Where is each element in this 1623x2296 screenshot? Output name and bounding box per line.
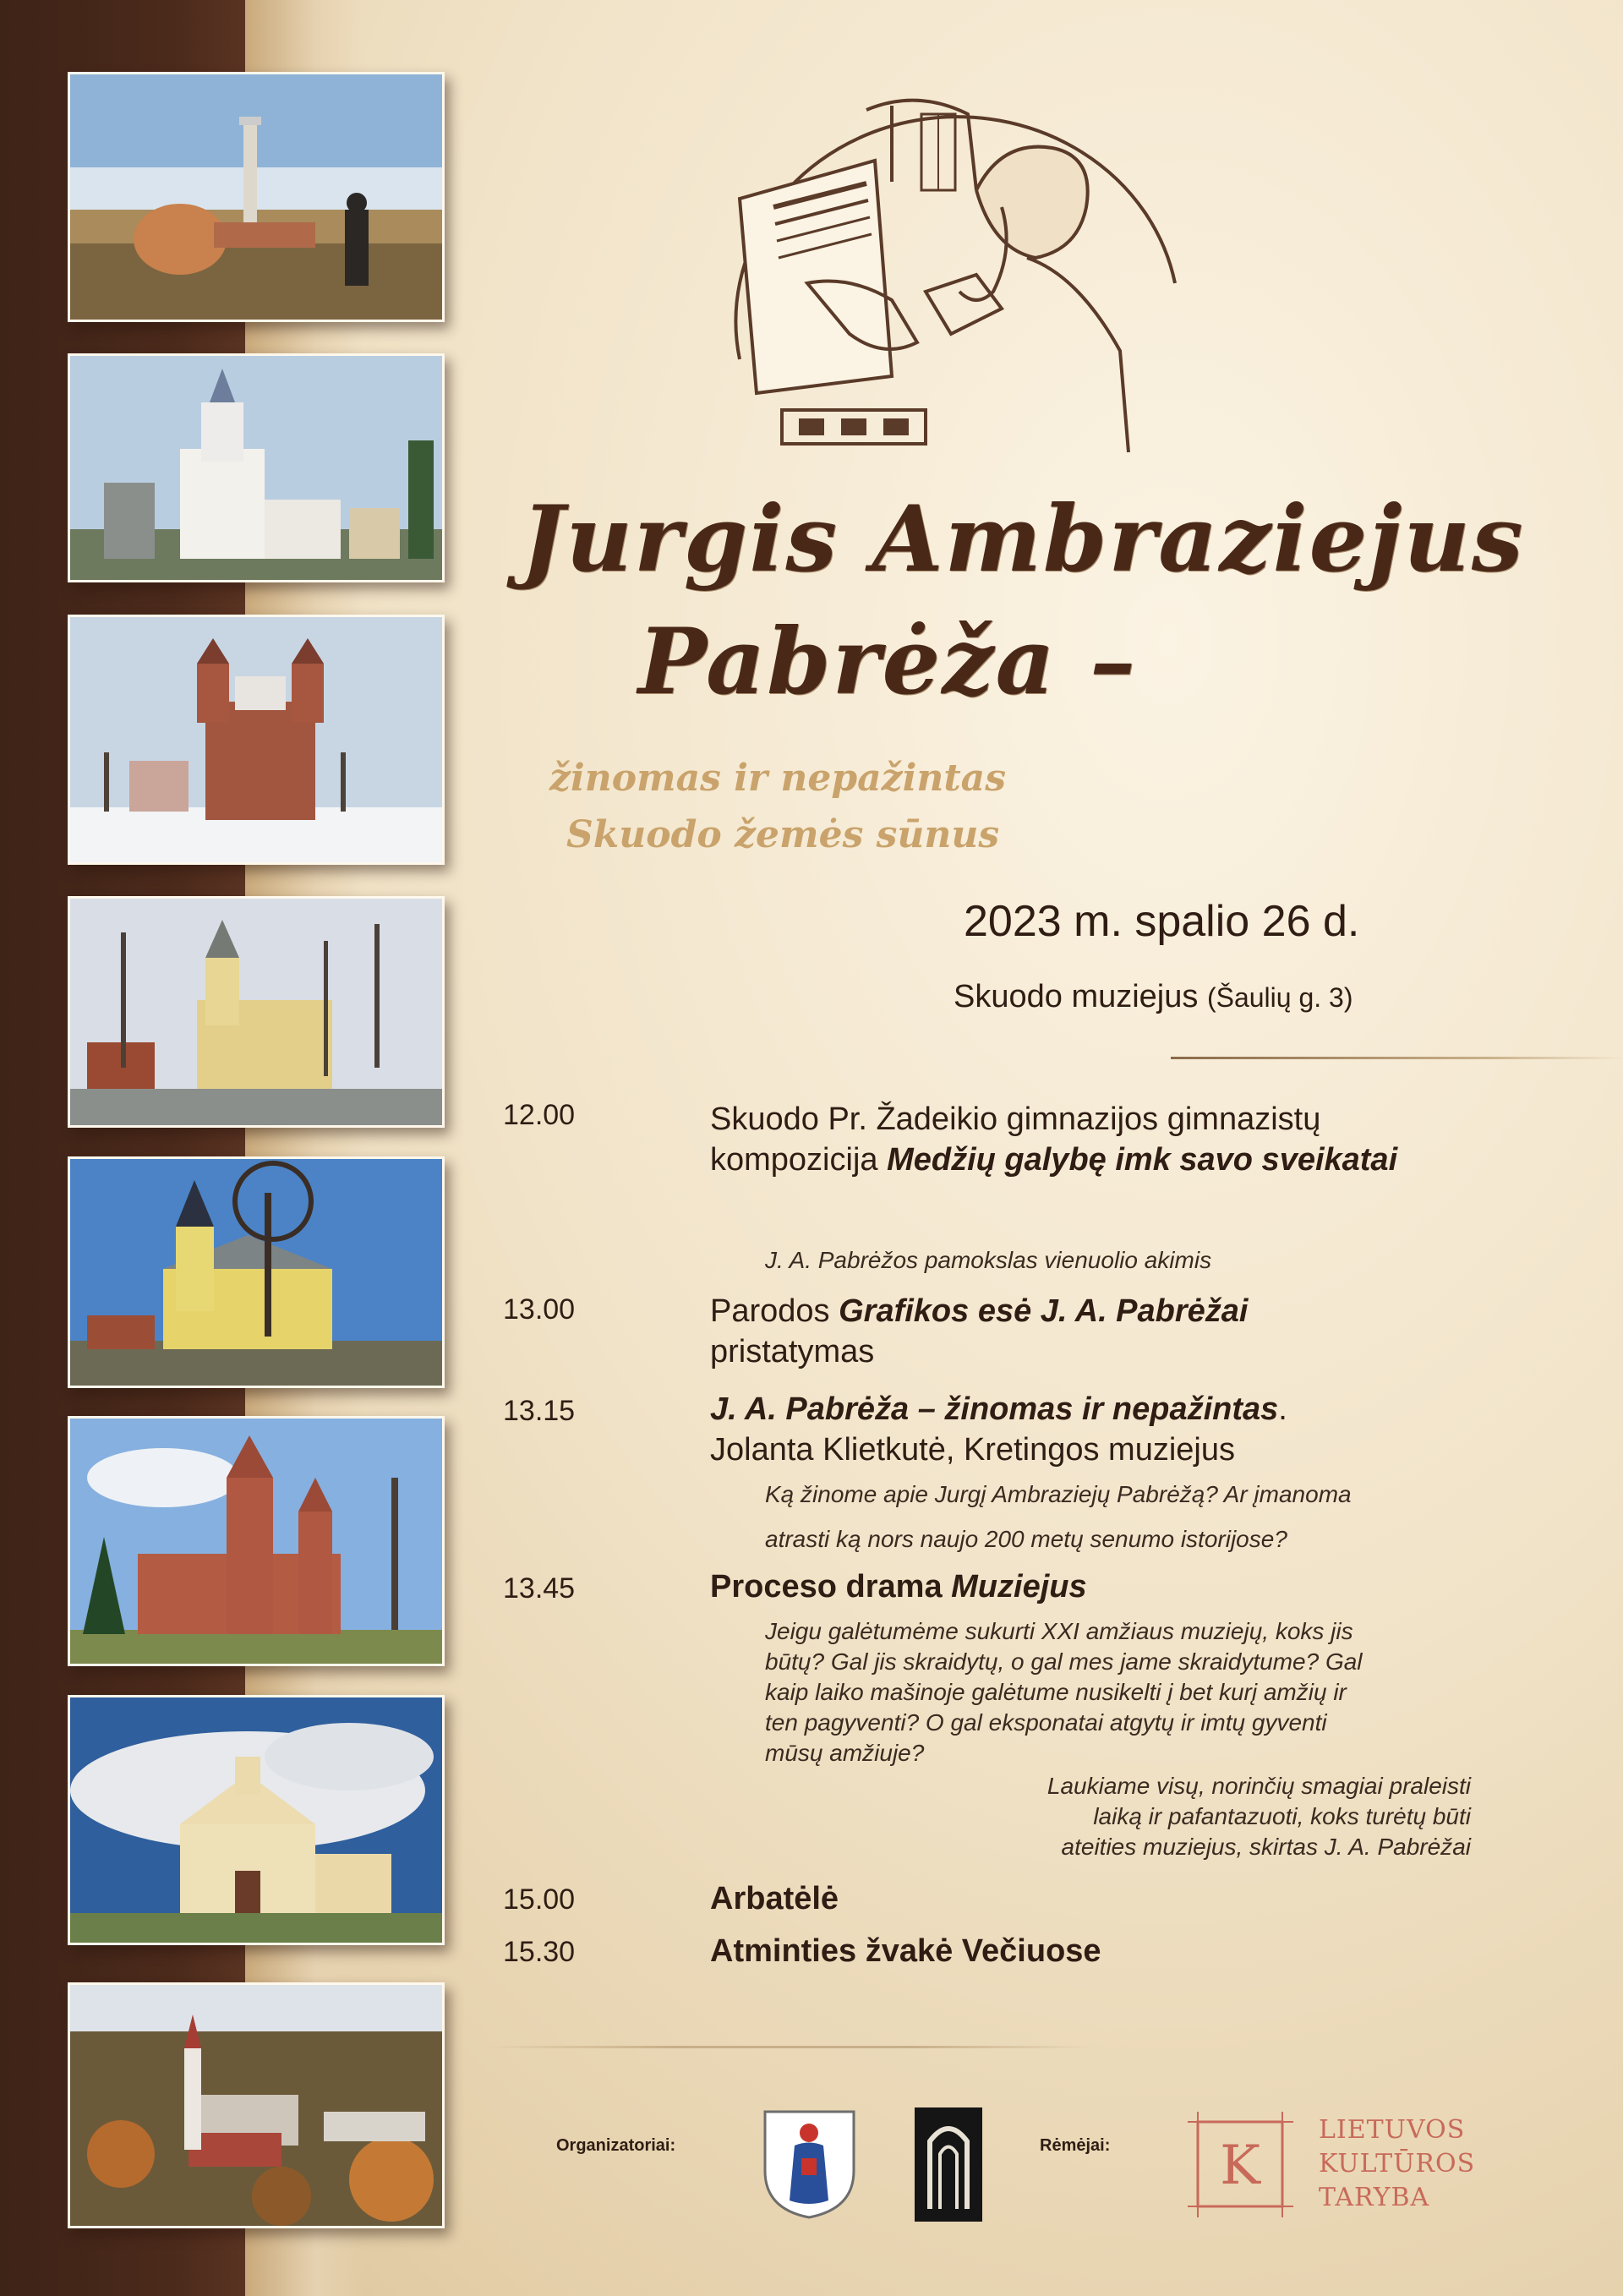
event-12-00-text: Skuodo Pr. Žadeikio gimnazijos gimnazistų kompozicija [710, 1102, 1321, 1178]
event-13-45-title: Muziejus [951, 1569, 1087, 1604]
sponsor-name [1319, 2113, 1475, 2215]
photo-town-aerial [68, 1982, 445, 2228]
note-13-45-line: būtų? Gal jis skraidytų, o gal mes jame skraidytume? Gal [765, 1648, 1363, 1675]
time-12-00: 12.00 [503, 1099, 576, 1131]
k-logo-icon [1188, 2112, 1293, 2217]
photo-yellow-church-blue-sky [68, 1156, 445, 1388]
event-12-00-title: Medžių galybę imk savo sveikatai [887, 1142, 1398, 1178]
photo-monument-field [68, 72, 445, 322]
event-date: 2023 m. spalio 26 d. [964, 897, 1360, 946]
sponsors-label: Rėmėjai: [1040, 2136, 1111, 2155]
event-13-15: J. A. Pabrėža – žinomas ir nepažintas. Jolanta Klietkutė, Kretingos muziejus [710, 1391, 1287, 1468]
event-13-00-after: pristatymas [710, 1334, 875, 1369]
event-venue [954, 979, 1352, 1015]
invite-line: ateities muziejus, skirtas J. A. Pabrėžai [1061, 1834, 1471, 1860]
title-line-2: Pabrėža – [637, 609, 1138, 715]
photo-red-brick-gothic-church [68, 1416, 445, 1666]
event-15-30: Atminties žvakė Večiuose [710, 1933, 1101, 1969]
monk-reading-book-illustration [723, 80, 1192, 469]
sponsor-name-line: TARYBA [1319, 2183, 1430, 2212]
time-15-00: 15.00 [503, 1883, 576, 1916]
coat-of-arms-icon [761, 2107, 858, 2222]
invite-line: laiką ir pafantazuoti, koks turėtų būti [1093, 1803, 1471, 1829]
note-13-45-line: ten pagyventi? O gal eksponatai atgytų ir imtų gyventi [765, 1709, 1327, 1736]
event-13-00-text: Parodos [710, 1293, 839, 1329]
note-13-15-line1: Ką žinome apie Jurgį Ambraziejų Pabrėžą? Ar įmanoma [765, 1481, 1352, 1507]
venue-name: Skuodo muziejus [954, 979, 1199, 1014]
subtitle-line-1: žinomas ir nepažintas [549, 757, 1006, 800]
divider-top [1171, 1057, 1623, 1059]
photo-red-brick-church [68, 615, 445, 865]
note-13-45 [765, 1616, 1363, 1768]
time-13-15: 13.15 [503, 1395, 576, 1427]
event-13-45 [710, 1566, 1471, 1607]
divider-bottom [486, 2046, 1095, 2048]
note-13-45-line: Jeigu galėtumėme sukurti XXI amžiaus muziejų, koks jis [765, 1618, 1353, 1644]
note-13-45-line: mūsų amžiuje? [765, 1740, 925, 1766]
venue-address: (Šaulių g. 3) [1206, 982, 1353, 1013]
event-12-00 [710, 1099, 1471, 1180]
time-13-00: 13.00 [503, 1293, 576, 1326]
k-logo-letter: K [1220, 2135, 1260, 2197]
note-13-15-line2: atrasti ką nors naujo 200 metų senumo istorijose? [765, 1526, 1287, 1552]
time-15-30: 15.30 [503, 1936, 576, 1968]
title-line-1: Jurgis Ambraziejus [521, 486, 1525, 593]
photo-white-baroque-church [68, 1695, 445, 1945]
event-13-15-speaker: Jolanta Klietkutė, Kretingos muziejus [710, 1432, 1235, 1468]
sponsor-name-line: LIETUVOS [1319, 2115, 1466, 2145]
left-dark-strip [0, 0, 245, 2296]
organizers-label: Organizatoriai: [556, 2136, 676, 2155]
note-12-00: J. A. Pabrėžos pamokslas vienuolio akimis [765, 1247, 1212, 1273]
left-tan-band [245, 0, 363, 2296]
time-13-45: 13.45 [503, 1572, 576, 1604]
photo-yellow-wooden-church [68, 896, 445, 1128]
subtitle-line-2: Skuodo žemės sūnus [566, 813, 1000, 856]
event-13-00-title: Grafikos esė J. A. Pabrėžai [839, 1293, 1249, 1329]
event-13-15-title: J. A. Pabrėža – žinomas ir nepažintas [710, 1391, 1279, 1427]
invite-13-45 [930, 1771, 1471, 1862]
event-13-00 [710, 1291, 1471, 1372]
event-15-00: Arbatėlė [710, 1881, 839, 1916]
invite-line: Laukiame visų, norinčių smagiai praleisti [1046, 1773, 1471, 1799]
photo-white-church [68, 353, 445, 582]
event-13-45-text: Proceso drama [710, 1569, 952, 1604]
museum-logo-icon [915, 2107, 982, 2222]
note-13-45-line: kaip laiko mašinoje galėtume nusikelti į bet kurį amžių ir [765, 1679, 1347, 1705]
sponsor-name-line: KULTŪROS [1319, 2149, 1476, 2178]
